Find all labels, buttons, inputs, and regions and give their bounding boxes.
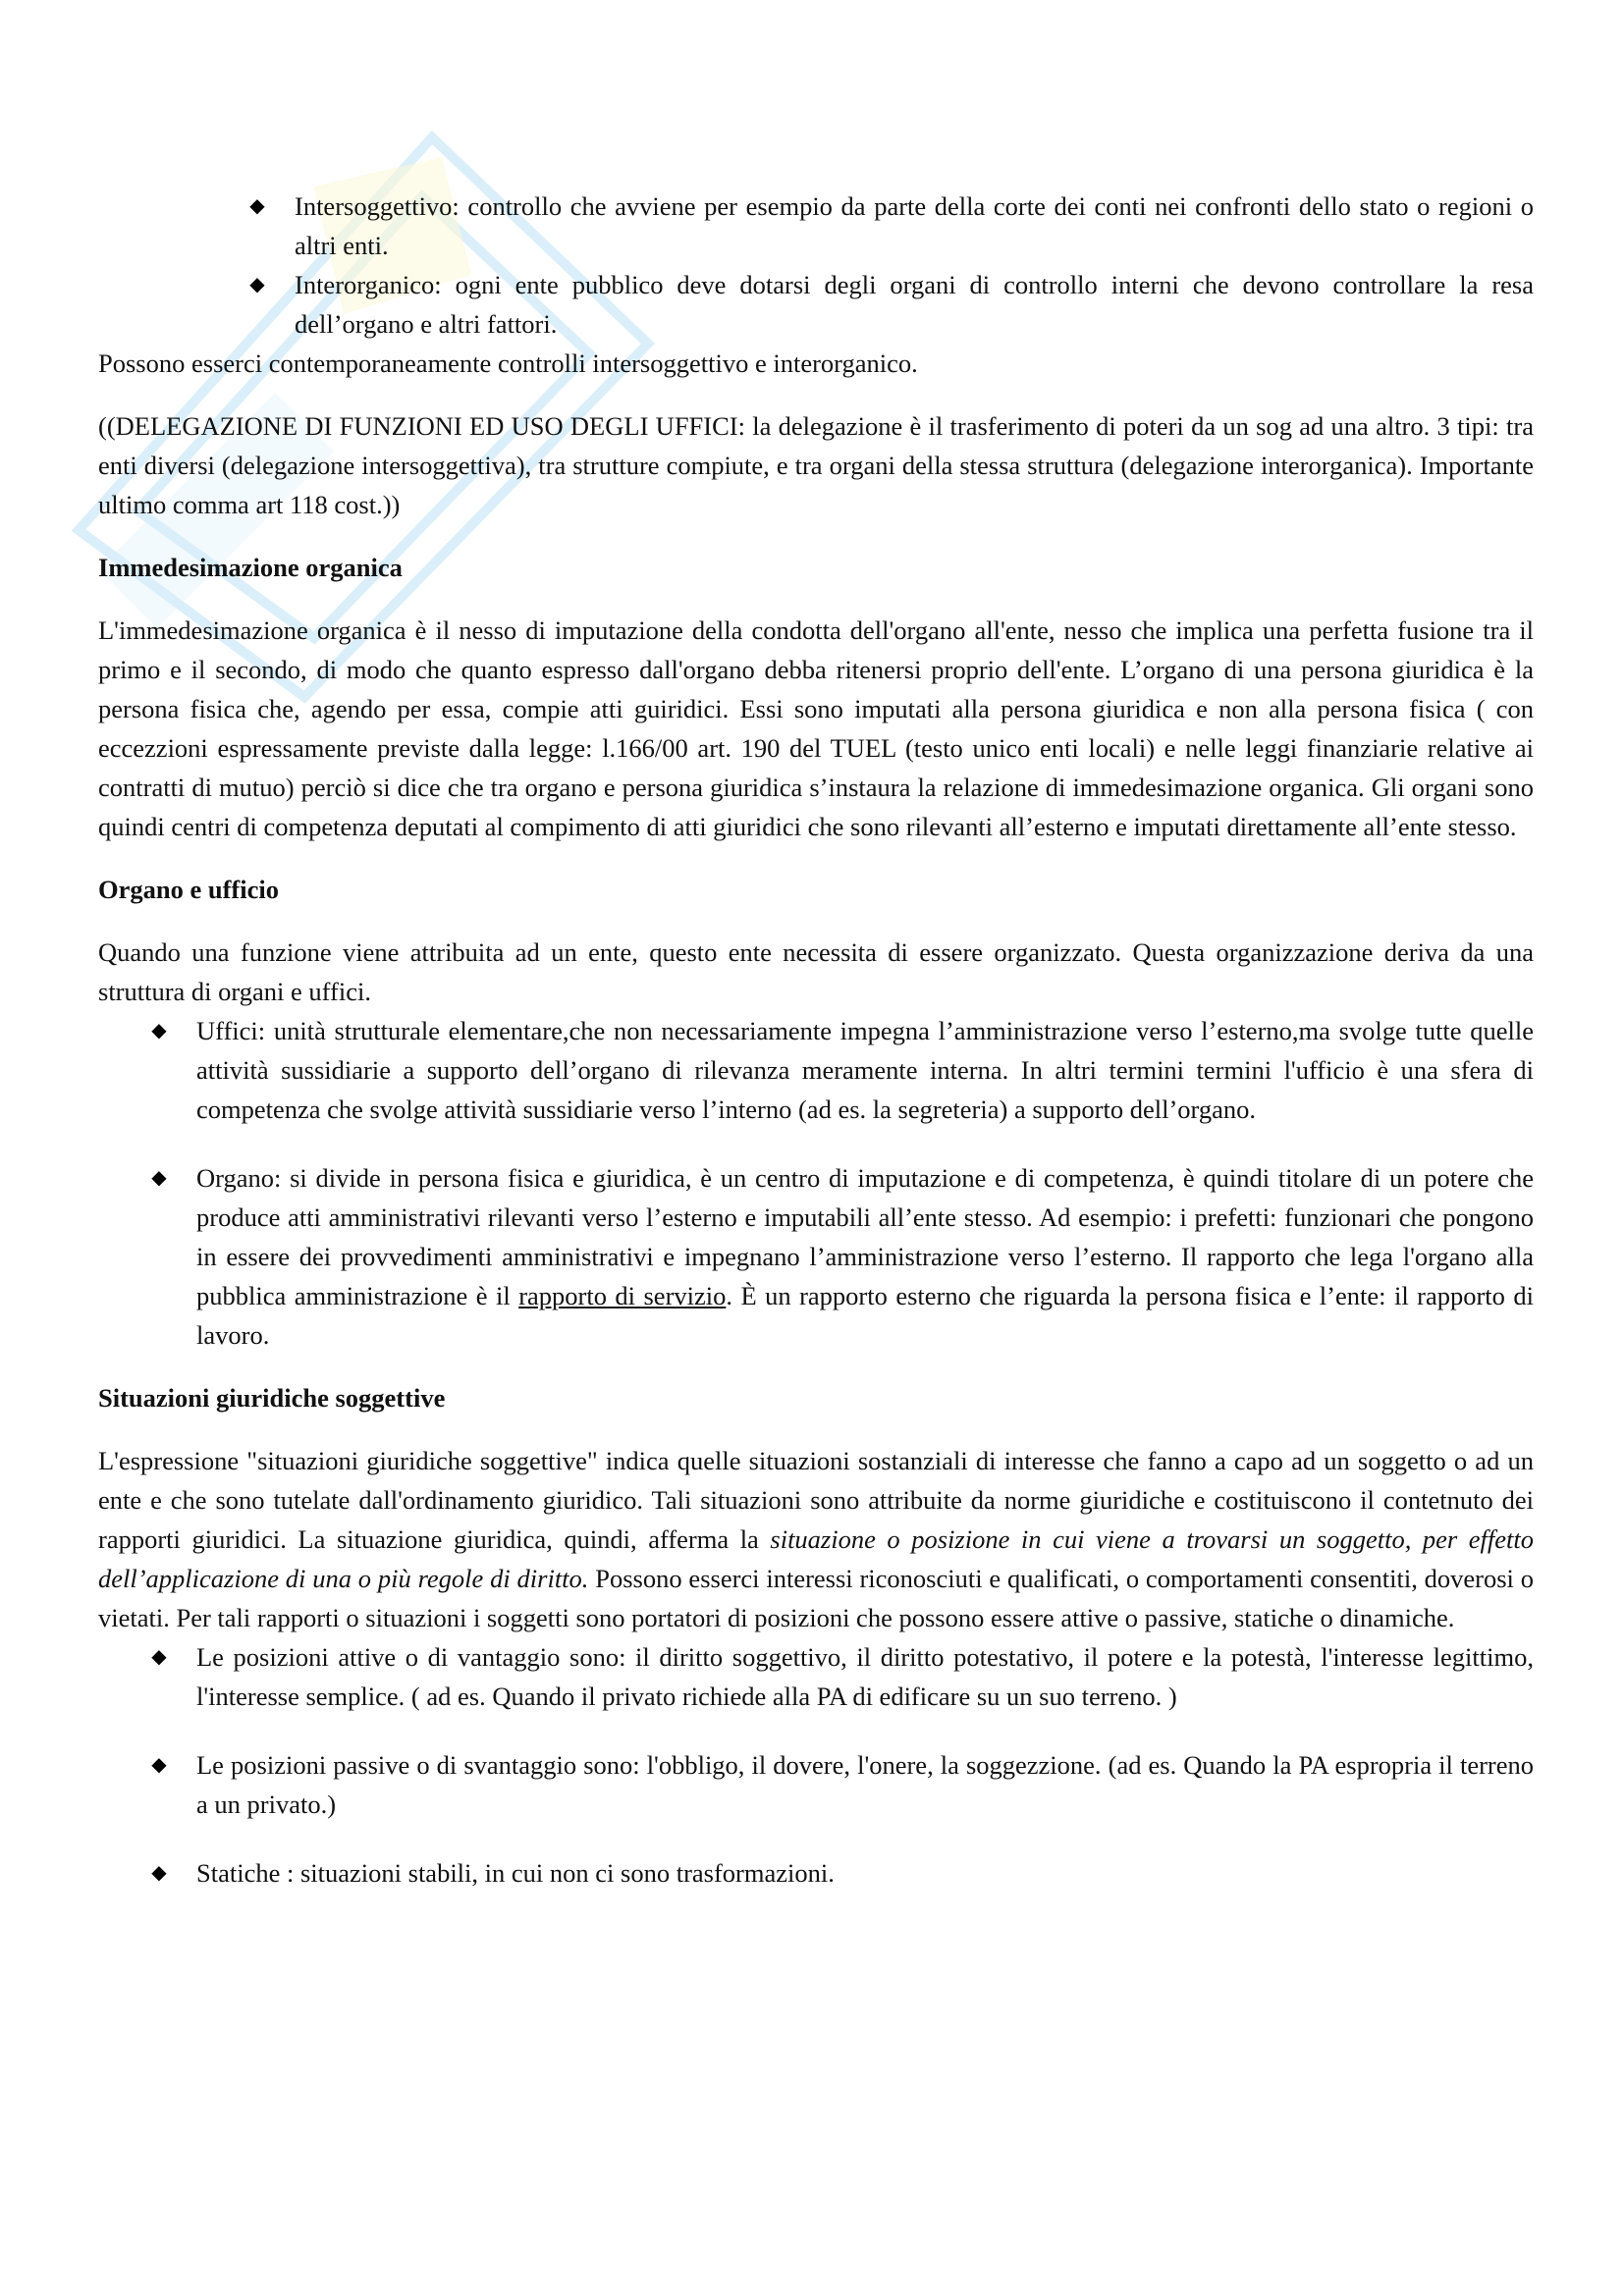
list-item-passive bbox=[98, 1745, 1534, 1824]
list-item-uffici bbox=[98, 1011, 1534, 1129]
paragraph-situazioni-start: L'espressione "situazioni giuridiche soggettive" indica quelle situazioni sostanziali di interesse che fanno a capo ad un soggetto o ad un ente e che sono tutelate dall'ordinamento giuridico. Tali situazioni sono attribuite da norme giuridiche e costituiscono il contetnuto dei rapporti giuridici. La situazione giuridica, quindi, afferma la bbox=[98, 1446, 1534, 1554]
list-item-text: Statiche : situazioni stabili, in cui non ci sono trasformazioni. bbox=[196, 1858, 835, 1888]
diamond-bullet-icon: ◆ bbox=[151, 1020, 167, 1041]
list-item-text: Organo: si divide in persona fisica e giuridica, è un centro di imputazione e di competenza, è quindi titolare di un potere che produce atti amministrativi rilevanti verso l’esterno e imputabili all’ente stesso. Ad esempio: i prefetti: funzionari che pongono in essere dei provvedimenti amministrativi e impegnano l’amministrazione verso l’esterno. Il rapporto che lega l'organo alla pubblica amministrazione è il bbox=[196, 1163, 1534, 1310]
paragraph-organo-ufficio: Quando una funzione viene attribuita ad un ente, questo ente necessita di essere organizzato. Questa organizzazione deriva da una struttura di organi e uffici. bbox=[98, 937, 1534, 1006]
list-item bbox=[98, 265, 1534, 344]
diamond-bullet-icon: ◆ bbox=[151, 1862, 167, 1884]
control-types-list bbox=[98, 187, 1534, 344]
list-item-text-end: . È un rapporto esterno che riguarda la persona fisica e l’ente: il rapporto di lavoro. bbox=[196, 1281, 1534, 1350]
paragraph-situazioni bbox=[98, 1441, 1534, 1637]
list-item bbox=[98, 187, 1534, 265]
diamond-bullet-icon: ◆ bbox=[151, 1754, 167, 1776]
list-item-organo bbox=[98, 1158, 1534, 1355]
diamond-bullet-icon: ◆ bbox=[151, 1646, 167, 1668]
paragraph-situazioni-emphasis: situazione o posizione in cui viene a trovarsi un soggetto, per effetto dell’applicazione di una o più regole di diritto. bbox=[98, 1524, 1534, 1593]
list-item-attive bbox=[98, 1637, 1534, 1716]
paragraph-situazioni-end: Possono esserci interessi riconosciuti e qualificati, o comportamenti consentiti, doverosi o vietati. Per tali rapporti o situazioni i soggetti sono portatori di posizioni che possono essere attive o passive, statiche o dinamiche. bbox=[98, 1564, 1534, 1632]
list-item-text: Intersoggettivo: controllo che avviene per esempio da parte della corte dei conti nei confronti dello stato o regioni o altri enti. bbox=[295, 191, 1534, 260]
list-item-text: Uffici: unità strutturale elementare,che non necessariamente impegna l’amministrazione verso l’esterno,ma svolge tutte quelle attività sussidiarie a supporto dell’organo di rilevanza meramente interna. In altri termini termini l'ufficio è una sfera di competenza che svolge attività sussidiarie verso l’interno (ad es. la segreteria) a supporto dell’organo. bbox=[196, 1016, 1534, 1124]
list-item-statiche bbox=[98, 1853, 1534, 1893]
heading-situazioni: Situazioni giuridiche soggettive bbox=[98, 1383, 446, 1413]
paragraph-immedesimazione: L'immedesimazione organica è il nesso di imputazione della condotta dell'organo all'ente, nesso che implica una perfetta fusione tra il primo e il secondo, di modo che quanto espresso dall'organo debba ritenersi proprio dell'ente. L’organo di una persona giuridica è la persona fisica che, agendo per essa, compie atti guiridici. Essi sono imputati alla persona giuridica e non alla persona fisica ( con eccezzioni espressamente previste dalla legge: l.166/00 art. 190 del TUEL (testo unico enti locali) e nelle leggi finanziarie relative ai contratti di mutuo) perciò si dice che tra organo e persona giuridica s’instaura la relazione di immedesimazione organica. Gli organi sono quindi centri di competenza deputati al compimento di atti giuridici che sono rilevanti all’esterno e imputati direttamente all’ente stesso. bbox=[98, 615, 1534, 841]
paragraph-contemporanei: Possono esserci contemporaneamente controlli intersoggettivo e interorganico. bbox=[98, 348, 918, 378]
heading-organo-ufficio: Organo e ufficio bbox=[98, 875, 279, 904]
heading-immedesimazione: Immedesimazione organica bbox=[98, 553, 403, 582]
organo-ufficio-list bbox=[98, 1011, 1534, 1355]
diamond-bullet-icon: ◆ bbox=[249, 195, 265, 217]
posizioni-list bbox=[98, 1637, 1534, 1893]
diamond-bullet-icon: ◆ bbox=[151, 1167, 167, 1189]
list-item-text: Interorganico: ogni ente pubblico deve dotarsi degli organi di controllo interni che devono controllare la resa dell’organo e altri fattori. bbox=[295, 270, 1534, 339]
paragraph-delegazione: ((DELEGAZIONE DI FUNZIONI ED USO DEGLI UFFICI: la delegazione è il trasferimento di poteri da un sog ad una altro. 3 tipi: tra enti diversi (delegazione intersoggettiva), tra strutture compiute, e tra organi della stessa struttura (delegazione interorganica). Importante ultimo comma art 118 cost.)) bbox=[98, 411, 1534, 519]
list-item-text: Le posizioni passive o di svantaggio sono: l'obbligo, il dovere, l'onere, la soggezzione. (ad es. Quando la PA espropria il terreno a un privato.) bbox=[196, 1750, 1534, 1819]
document-page bbox=[98, 187, 1534, 1893]
rapporto-servizio-link: rapporto di servizio bbox=[518, 1281, 727, 1310]
diamond-bullet-icon: ◆ bbox=[249, 274, 265, 295]
list-item-text: Le posizioni attive o di vantaggio sono: il diritto soggettivo, il diritto potestativo, il potere e la potestà, l'interesse legittimo, l'interesse semplice. ( ad es. Quando il privato richiede alla PA di edificare su un suo terreno. ) bbox=[196, 1642, 1534, 1711]
